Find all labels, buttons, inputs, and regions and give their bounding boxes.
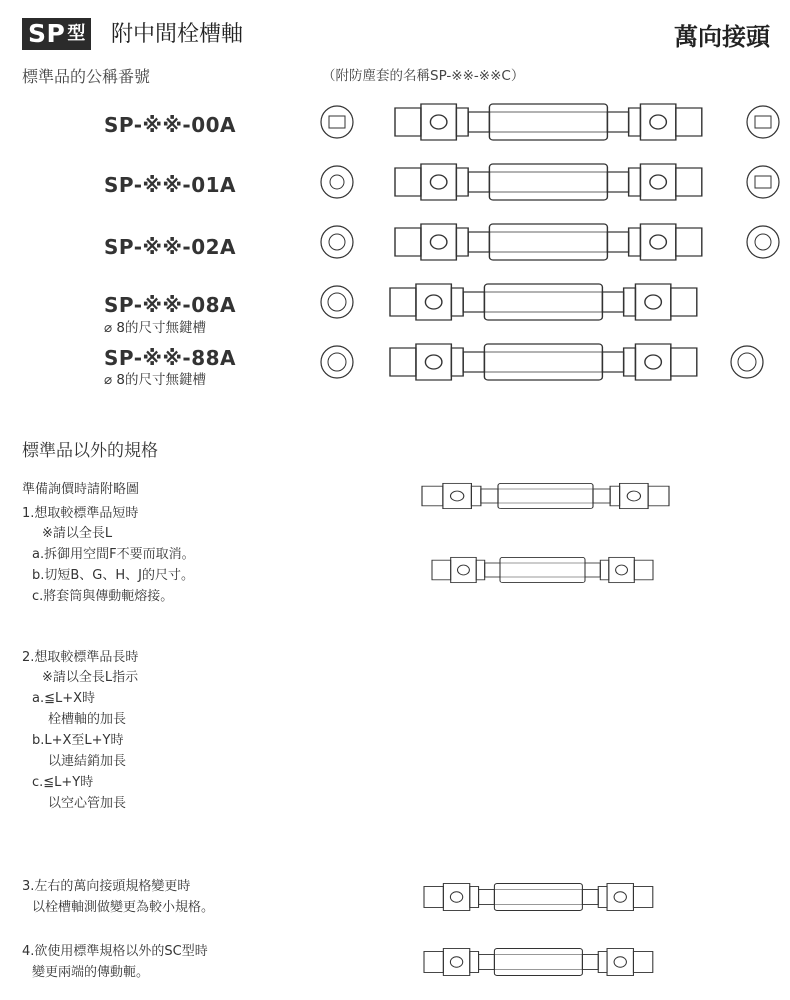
variant-drawing: [422, 483, 669, 508]
badge-model: SP: [28, 19, 66, 48]
standard-label: 標準品的公稱番號: [22, 67, 151, 86]
short-variant-drawings: [418, 478, 678, 588]
end-view-left: [321, 106, 353, 138]
s3-head: 3.左右的萬向接頭規格變更時: [22, 879, 191, 894]
s2-b2: 以連結銷加長: [48, 754, 127, 769]
s4-body: 變更兩端的傳動軛。: [32, 965, 150, 980]
s4-head: 4.欲使用標準規格以外的SC型時: [22, 944, 208, 959]
s2-c2: 以空心管加長: [48, 796, 127, 811]
s3-body: 以栓槽軸測做變更為較小規格。: [32, 900, 215, 915]
intro: 準備詢價時請附略圖: [22, 482, 140, 497]
code-88a: SP-※※-88A: [104, 346, 237, 370]
note-08a: ⌀ 8的尺寸無鍵槽: [104, 320, 207, 336]
joint-drawing: [395, 104, 702, 140]
model-badge: [22, 18, 91, 50]
code-08a: SP-※※-08A: [104, 293, 237, 317]
s2-head: 2.想取較標準品長時: [22, 650, 139, 665]
standard-joint-drawings: [315, 92, 785, 392]
s2-sub: ※請以全長L指示: [42, 670, 139, 685]
page-subtitle: 附中間栓槽軸: [111, 22, 244, 47]
s1-c: c.將套筒與傳動軛熔接。: [32, 589, 174, 604]
cover-note: （附防塵套的名稱SP-※※-※※C）: [322, 68, 525, 84]
badge-kind: 型: [67, 23, 86, 44]
s1-b: b.切短B、G、H、J的尺寸。: [32, 568, 194, 583]
note-88a: ⌀ 8的尺寸無鍵槽: [104, 372, 207, 388]
nonstandard-title: 標準品以外的規格: [22, 441, 158, 461]
s1-sub: ※請以全長L: [42, 526, 113, 541]
code-00a: SP-※※-00A: [104, 113, 237, 137]
page-title: 萬向接頭: [674, 23, 770, 51]
s1-a: a.拆御用空間F不要而取消。: [32, 547, 195, 562]
code-02a: SP-※※-02A: [104, 235, 237, 259]
spec-change-drawings: [418, 870, 678, 990]
s2-b: b.L+X至L+Y時: [32, 733, 124, 748]
s2-c: c.≦L+Y時: [32, 775, 94, 790]
s1-head: 1.想取較標準品短時: [22, 506, 139, 521]
s2-a2: 栓槽軸的加長: [48, 712, 127, 727]
s2-a: a.≦L+X時: [32, 691, 96, 706]
variant-drawing: [424, 884, 653, 911]
code-01a: SP-※※-01A: [104, 173, 237, 197]
